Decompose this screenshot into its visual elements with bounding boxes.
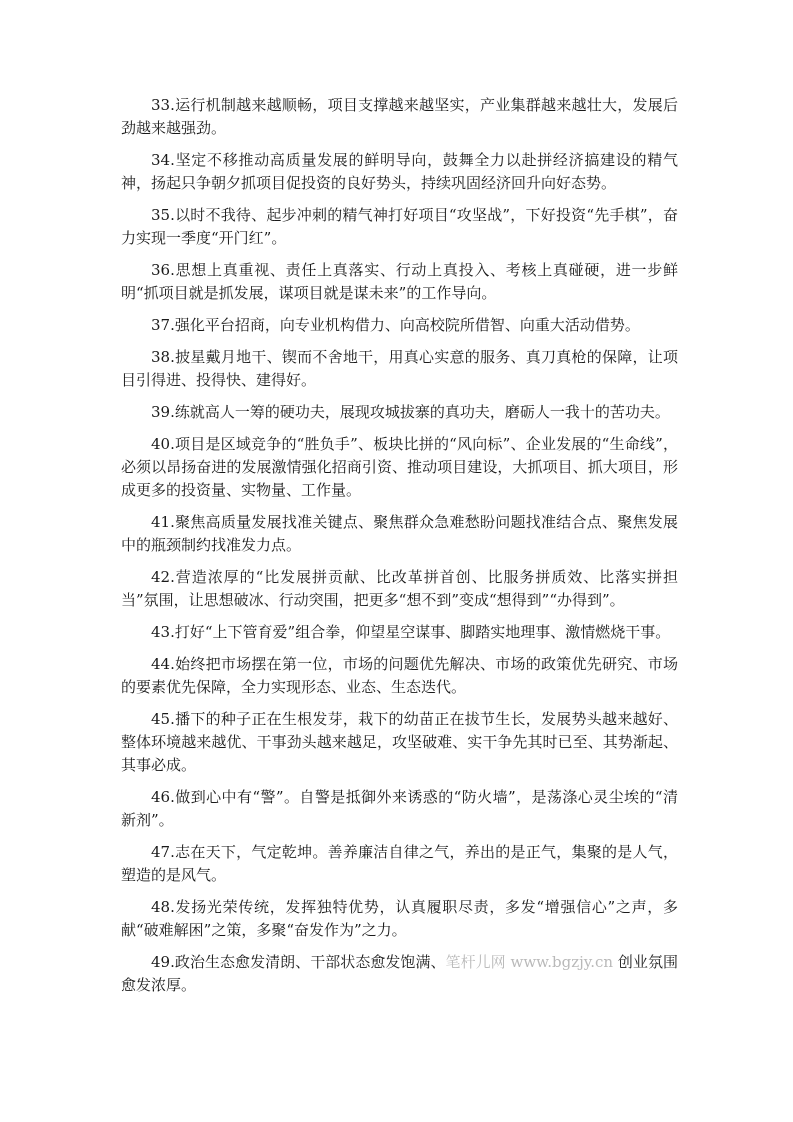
paragraph-41: 41.聚焦高质量发展找准关键点、聚焦群众急难愁盼问题找准结合点、聚焦发展中的瓶颈制约找准发力点。 [121, 513, 678, 554]
paragraph-44: 44.始终把市场摆在第一位，市场的问题优先解决、市场的政策优先研究、市场的要素优先保障，全力实现形态、业态、生态迭代。 [121, 655, 678, 696]
paragraph-33: 33.运行机制越来越顺畅，项目支撑越来越坚实，产业集群越来越壮大，发展后劲越来越强劲。 [121, 96, 678, 137]
paragraph-34: 34.坚定不移推动高质量发展的鲜明导向，鼓舞全力以赴拼经济搞建设的精气神，扬起只争朝夕抓项目促投资的良好势头，持续巩固经济回升向好态势。 [121, 151, 678, 192]
paragraph-35: 35.以时不我待、起步冲刺的精气神打好项目“攻坚战”，下好投资“先手棋”，奋力实现一季度“开门红”。 [121, 206, 678, 247]
paragraph-49 [121, 951, 678, 997]
paragraph-49-text-end: 创业氛围愈发浓厚。 [121, 953, 678, 994]
paragraph-46: 46.做到心中有“警”。自警是抵御外来诱惑的“防火墙”，是荡涤心灵尘埃的“清新剂”。 [121, 788, 678, 829]
paragraph-42: 42.营造浓厚的“比发展拼贡献、比改革拼首创、比服务拼质效、比落实拼担当”氛围，让思想破冰、行动突围，把更多“想不到”变成“想得到”“办得到”。 [121, 568, 678, 609]
paragraph-40: 40.项目是区域竞争的“胜负手”、板块比拼的“风向标”、企业发展的“生命线”，必须以昂扬奋进的发展激情强化招商引资、推动项目建设，大抓项目、抓大项目，形成更多的投资量、实物量、工作量。 [121, 435, 678, 499]
paragraph-48: 48.发扬光荣传统，发挥独特优势，认真履职尽责，多发“增强信心”之声，多献“破难解困”之策，多聚“奋发作为”之力。 [121, 898, 678, 939]
watermark-text: 笔杆儿网 www.bgzjy.cn [445, 953, 614, 971]
paragraph-39: 39.练就高人一筹的硬功夫，展现攻城拔寨的真功夫，磨砺人一我十的苦功夫。 [151, 403, 670, 421]
paragraph-47: 47.志在天下，气定乾坤。善养廉洁自律之气，养出的是正气，集聚的是人气，塑造的是风气。 [121, 843, 678, 884]
paragraph-36: 36.思想上真重视、责任上真落实、行动上真投入、考核上真碰硬，进一步鲜明“抓项目就是抓发展，谋项目就是谋未来”的工作导向。 [121, 261, 678, 302]
document-body [121, 94, 678, 1006]
paragraph-45: 45.播下的种子正在生根发芽，栽下的幼苗正在拔节生长，发展势头越来越好、整体环境越来越优、干事劲头越来越足，攻坚破难、实干争先其时已至、其势渐起、其事必成。 [121, 710, 678, 774]
paragraph-49-text-start: 49.政治生态愈发清朗、干部状态愈发饱满、 [151, 953, 446, 971]
paragraph-43: 43.打好“上下管育爱”组合拳，仰望星空谋事、脚踏实地理事、激情燃烧干事。 [151, 623, 671, 641]
paragraph-38: 38.披星戴月地干、锲而不舍地干，用真心实意的服务、真刀真枪的保障，让项目引得进、投得快、建得好。 [121, 348, 678, 389]
paragraph-37: 37.强化平台招商，向专业机构借力、向高校院所借智、向重大活动借势。 [151, 316, 640, 334]
